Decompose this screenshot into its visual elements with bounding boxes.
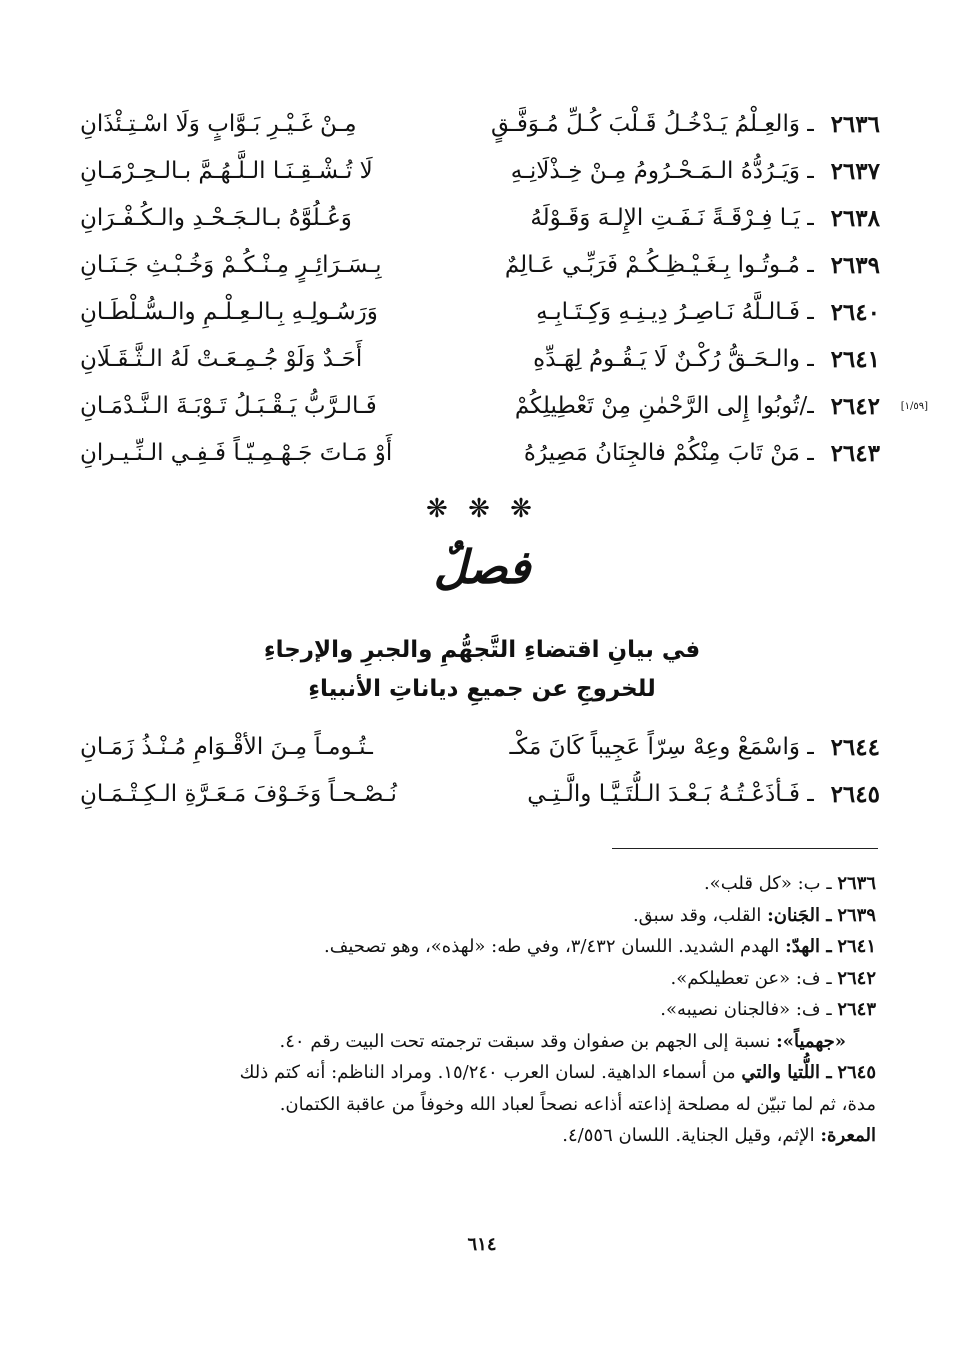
poem-verses-bottom <box>80 724 880 818</box>
footnote-continuation <box>84 1089 876 1121</box>
verse-first-hemistich: ـ وَيَـرُدُّهُ الـمَـحْـرُومُ مِـنْ خِـذْلَانِـهِ <box>510 158 814 184</box>
verse-line <box>80 242 880 289</box>
verse-second-hemistich: مِـنْ غَـيْـرِ بَـوَّابٍ وَلَا اسْـتِـئْذَانِ <box>80 111 357 137</box>
verse-second-hemistich: فَـالـرَّبُّ يَـقْـبَـلُ تَـوْبَـةَ الـنَّـدْمَـانِ <box>80 393 377 419</box>
verse-first-hemistich: ـ يَـا فِـرْقَـةً نَـفَـتِ الإِلـهَ وَقَـوْلَهُ <box>530 205 814 231</box>
chapter-subtitle-line-1: في بيانِ اقتضاءِ التَّجهُّمِ والجبرِ والإرجاءِ <box>263 637 701 663</box>
footnote-text: مدة، ثم لما تبيّن له مصلحة إذاعته أذاعه نصحاً لعباد الله وخوفاً من عاقبة الكتمان. <box>279 1093 876 1115</box>
verse-first-hemistich: ـ فَـأذَعْـتُـهُ بَـعْـدَ الـلُّتَـيَّـا والَّـتِـي <box>527 781 814 807</box>
footnote <box>84 868 876 900</box>
footnote <box>84 1057 876 1089</box>
footnote-text: ـ ف: «فالجنان نصيبه». <box>660 999 832 1020</box>
footnote-text: نسبة إلى الجهم بن صفوان وقد سبقت ترجمته تحت البيت رقم ٤٠. <box>279 1030 771 1052</box>
verse-number: ٢٦٣٦ <box>830 111 880 138</box>
verse-second-hemistich: أَوْ مَـاتَ جَـهْـمِـيّـاً فَـفِـي الـنِّـيـرانِ <box>80 440 393 466</box>
footnote-text: الإثم، وقيل الجناية. اللسان ٤/٥٥٦. <box>562 1125 815 1146</box>
verse-first-hemistich: ـ/تُوبُوا إِلى الرَّحْمٰنِ مِنْ تَعْطِيلِكُمْ <box>514 393 814 419</box>
verse-second-hemistich: وَعُـلُوَّهُ بـالـجَـحْـدِ والـكُـفْـرَانِ <box>80 205 352 231</box>
footnote-keyword: المعرة: <box>820 1125 876 1146</box>
verse-line <box>80 101 880 148</box>
chapter-title: فصلٌ <box>433 540 531 594</box>
verse-line <box>80 724 880 771</box>
verse-number: ٢٦٤٥ <box>830 781 880 808</box>
verse-line <box>80 148 880 195</box>
footnote-keyword: ـ الجَنان: <box>767 904 832 926</box>
footnote-keyword: «جهمياً»: <box>776 1030 846 1052</box>
verse-second-hemistich: بِـسَـرَائِـرٍ مِـنْـكُـمْ وَخُـبْـثِ جَـنَـانِ <box>80 252 382 278</box>
footnote-number: ٢٦٤٣ <box>837 999 876 1020</box>
footnote-keyword: ـ الهدّ: <box>785 936 832 957</box>
verse-first-hemistich: ـ مُـوتُـوا بِـغَـيْـظِـكُـمْ فَرَبِّـي عَـالِمٌ <box>504 252 814 278</box>
verse-line <box>80 383 928 430</box>
verse-first-hemistich: ـ فَـالـلَّهُ نَـاصِـرُ دِيـنِـهِ وَكِـتَـابِـهِ <box>536 299 814 325</box>
verse-line <box>80 430 880 477</box>
verse-line <box>80 195 880 242</box>
poem-verses-top <box>80 101 928 477</box>
verse-second-hemistich: أَحَـدٌ وَلَوْ جُـمِـعَـتْ لَهُ الـثَّـقَـلَانِ <box>80 346 363 372</box>
footnote-continuation <box>84 1120 876 1152</box>
footnote <box>84 963 876 995</box>
footnote-number: ٢٦٣٦ <box>837 873 876 894</box>
section-divider-stars: ❋ ❋ ❋ <box>426 494 538 524</box>
verse-line <box>80 771 880 818</box>
verse-second-hemistich: وَرَسُـولِـهِ بِـالـعِـلْـمِ والـسُّـلْطَـانِ <box>80 299 378 325</box>
footnote-number: ٢٦٤٢ <box>837 967 876 989</box>
verse-first-hemistich: ـ مَنْ تَابَ مِنْكُمْ فالجِنَانُ مَصِيرُهُ <box>523 440 814 466</box>
footnote <box>84 931 876 963</box>
footnote-text: القلب، وقد سبق. <box>632 904 762 926</box>
footnote-continuation <box>84 1026 876 1058</box>
footnote <box>84 900 876 932</box>
verse-line <box>80 336 880 383</box>
footnote-keyword: ـ اللُّتيا والتي <box>741 1062 832 1083</box>
verse-number: ٢٦٣٧ <box>830 158 880 185</box>
page-number: ٦١٤ <box>467 1234 497 1255</box>
verse-number: ٢٦٤٣ <box>830 440 880 467</box>
verse-number: ٢٦٤٢ <box>830 393 880 420</box>
verse-second-hemistich: ـتُـومـاً مِـنَ الأقْـوَامِ مُـنْـذُ زَمَـانِ <box>80 734 373 760</box>
verse-line <box>80 289 880 336</box>
footnotes <box>84 868 876 1152</box>
footnote-text: الهدم الشديد. اللسان ٣/٤٣٢، وفي طه: «لهذه»، وهو تصحيف. <box>324 936 780 957</box>
verse-first-hemistich: ـ وَاسْمَعْ وعِهْ سِرّاً عَجِيباً كَانَ مَكْـ <box>509 734 814 760</box>
footnote-number: ٢٦٤٥ <box>837 1062 876 1083</box>
footnote <box>84 994 876 1026</box>
verse-number: ٢٦٣٩ <box>830 252 880 279</box>
margin-reference: [١/٥٩] <box>900 401 928 412</box>
footnote-text: من أسماء الداهية. لسان العرب ١٥/٢٤٠. ومراد الناظم: أنه كتم ذلك <box>239 1062 736 1083</box>
verse-second-hemistich: نُـصْـحـاً وَخَـوْفَ مَـعَـرَّةِ الـكِـتْـمَـانِ <box>80 781 397 807</box>
footnote-text: ـ ب: «كل قلب». <box>703 873 832 894</box>
footnote-text: ـ ف: «عن تعطيلكم». <box>670 967 832 989</box>
footnote-number: ٢٦٣٩ <box>837 904 876 926</box>
chapter-subtitle-line-2: للخروجِ عن جميعِ دياناتِ الأنبياءِ <box>308 676 656 702</box>
verse-first-hemistich: ـ والـحَـقُّ رُكْـنٌ لَا يَـقُـومُ لِهَـدِّهِ <box>533 346 814 372</box>
verse-number: ٢٦٤١ <box>830 346 880 373</box>
verse-first-hemistich: ـ وَالعِـلْمُ يَـدْخُـلُ قَـلْبَ كُـلِّ مُـوَفَّـقٍ <box>490 111 814 137</box>
verse-number: ٢٦٤٠ <box>830 299 880 326</box>
footnote-number: ٢٦٤١ <box>837 936 876 957</box>
footnote-separator <box>612 848 878 849</box>
verse-number: ٢٦٣٨ <box>830 205 880 232</box>
verse-second-hemistich: لَا تُـشْـقِـنَـا الـلَّـهُـمَّ بـالـحِـرْمَـانِ <box>80 158 373 184</box>
verse-number: ٢٦٤٤ <box>830 734 880 761</box>
